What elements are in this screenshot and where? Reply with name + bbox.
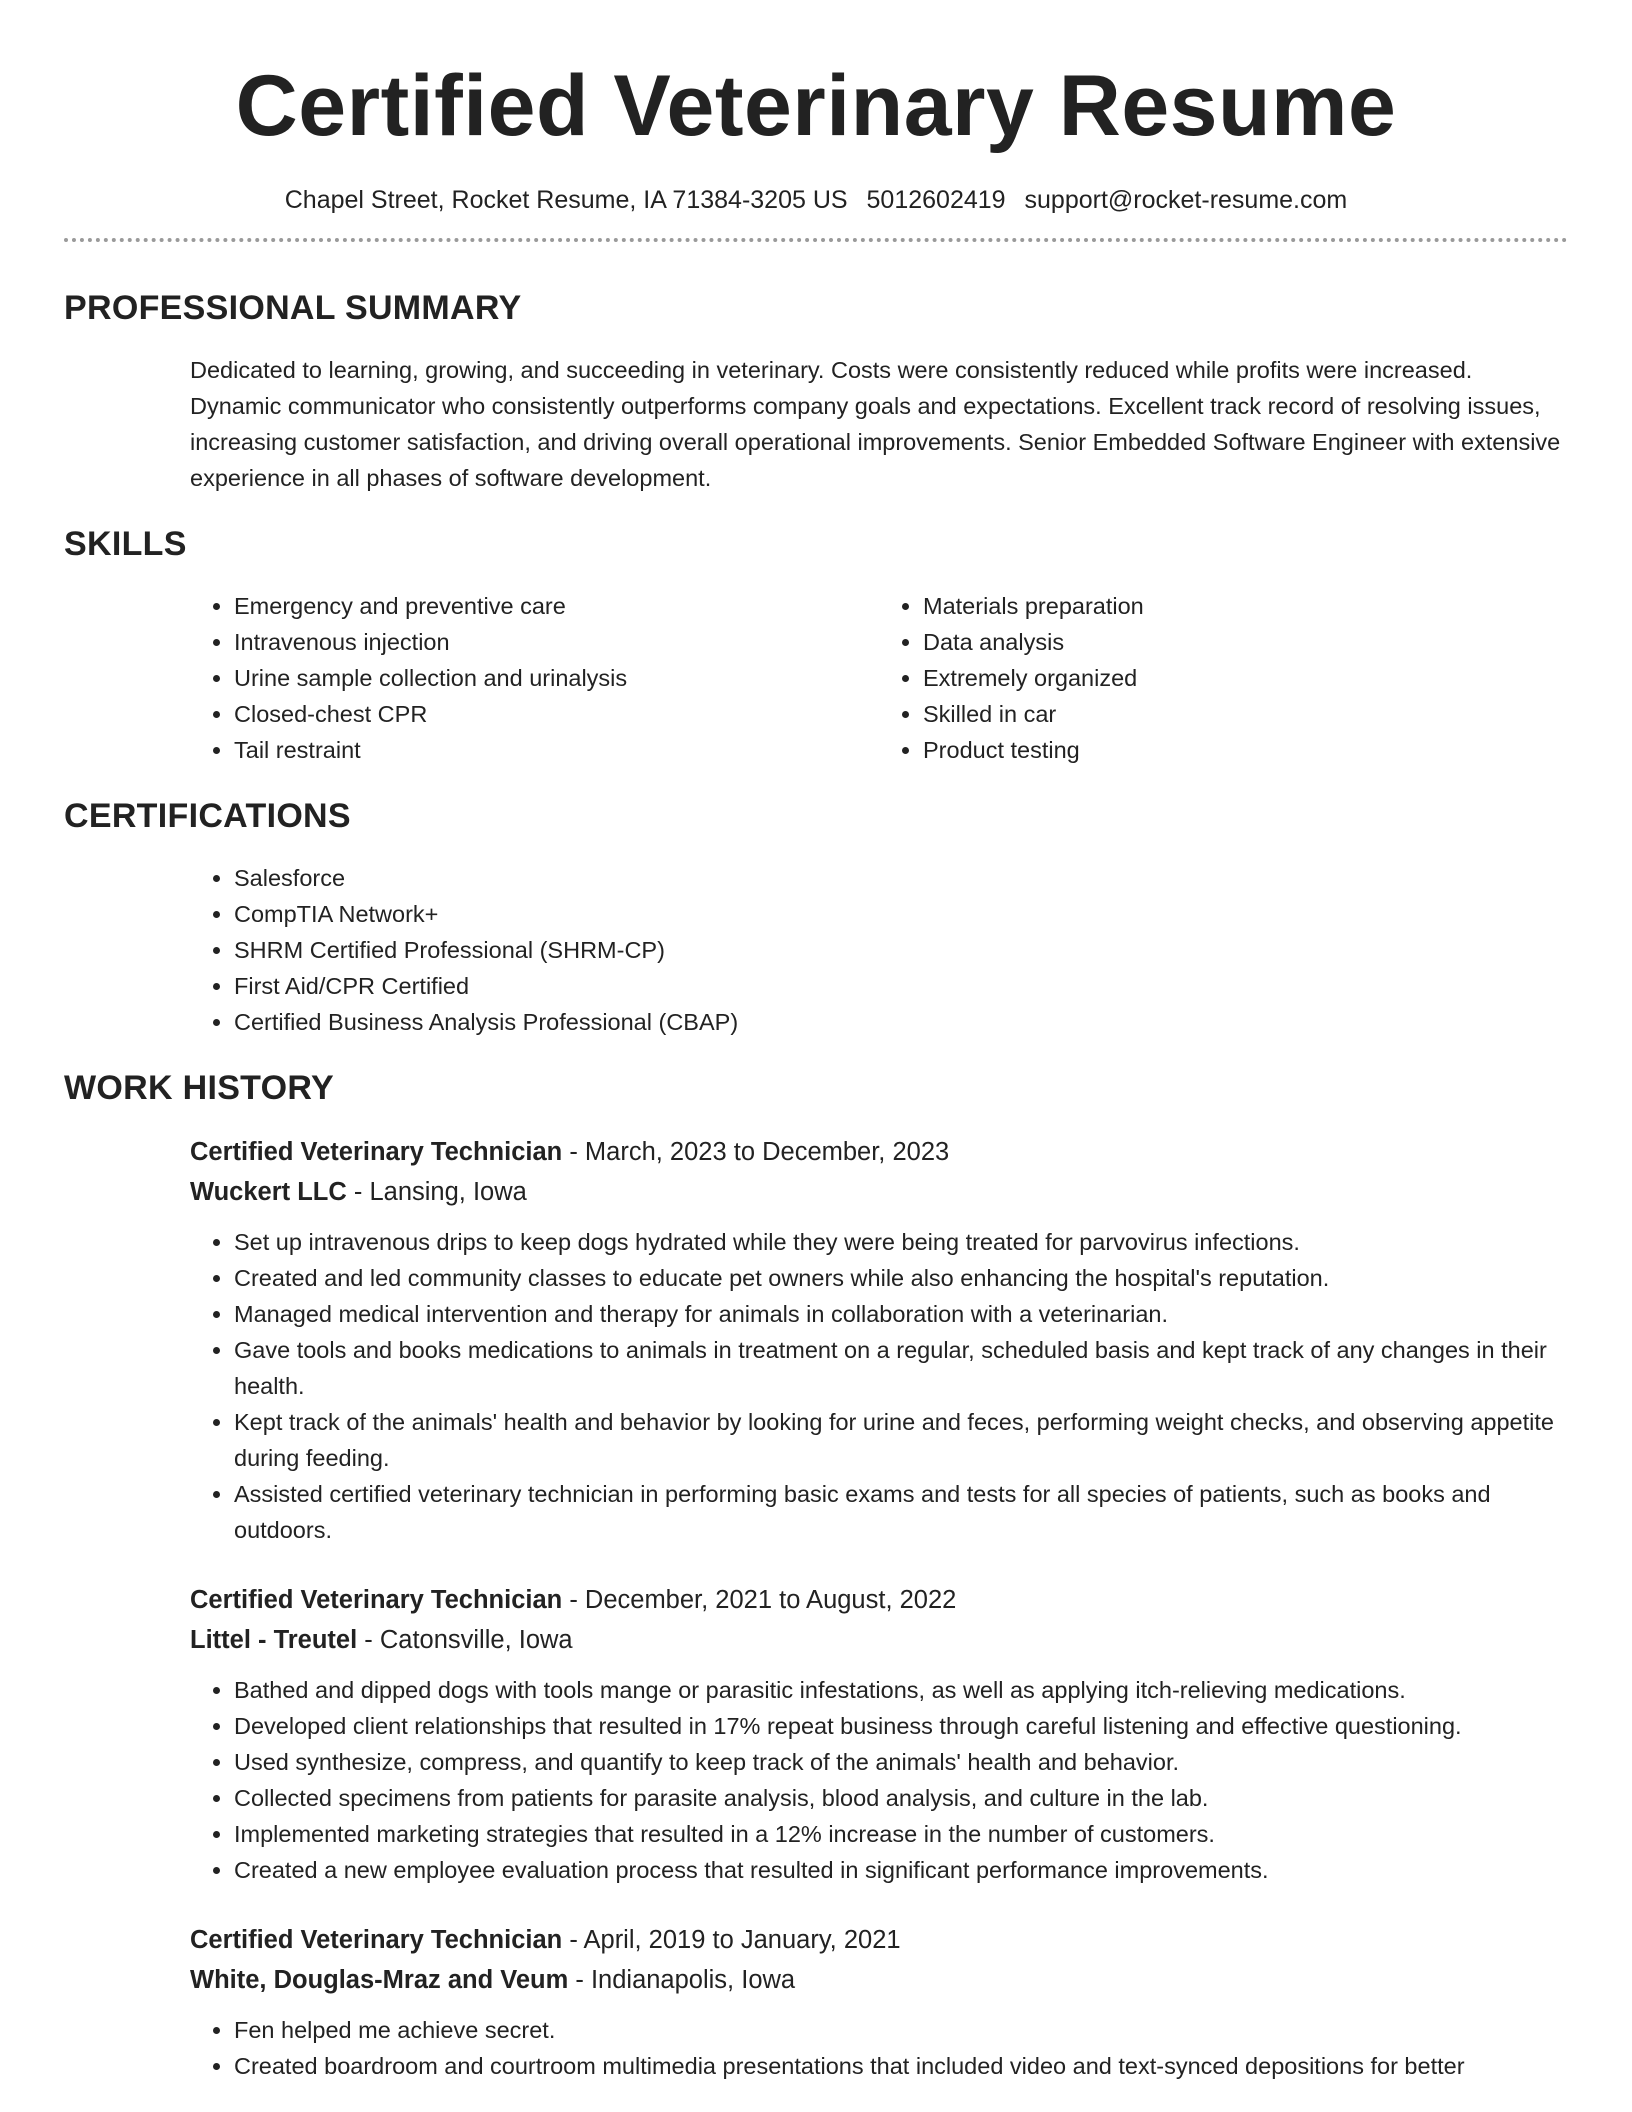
list-item: • Materials preparation — [923, 588, 1568, 624]
job-bullets — [190, 2012, 1568, 2084]
list-item: • Assisted certified veterinary technician in performing basic exams and tests for all species of patients, such as books and outdoors. — [234, 1476, 1568, 1548]
list-item: • First Aid/CPR Certified — [234, 968, 1568, 1004]
summary-text: Dedicated to learning, growing, and succeeding in veterinary. Costs were consistently reduced while profits were increased. Dynamic communicator who consistently outperforms company goals and expectations. Excellent track record of resolving issues, increasing customer satisfaction, and driving overall operational improvements. Senior Embedded Software Engineer with extensive experience in all phases of software development. — [190, 357, 1561, 491]
job-dates: - March, 2023 to December, 2023 — [562, 1138, 950, 1166]
list-item: • Developed client relationships that resulted in 17% repeat business through careful listening and effective questioning. — [234, 1708, 1568, 1744]
contact-address: Chapel Street, Rocket Resume, IA 71384-3205 US — [284, 186, 848, 214]
job-company: Littel - Treutel — [190, 1626, 358, 1654]
job-company-line — [190, 1960, 1568, 2000]
job-location: - Lansing, Iowa — [346, 1178, 527, 1206]
job-bullets — [190, 1672, 1568, 1888]
list-item: • Data analysis — [923, 624, 1568, 660]
list-item: • Created boardroom and courtroom multimedia presentations that included video and text-synced depositions for better — [234, 2048, 1568, 2084]
job-dates: - April, 2019 to January, 2021 — [562, 1926, 901, 1954]
work-history-section — [64, 1066, 1568, 2084]
job-bullets — [190, 1224, 1568, 1548]
list-item: • Salesforce — [234, 860, 1568, 896]
job-dates: - December, 2021 to August, 2022 — [562, 1586, 957, 1614]
list-item: • Closed-chest CPR — [234, 696, 879, 732]
job-company-line — [190, 1620, 1568, 1660]
work-history-heading: WORK HISTORY — [64, 1069, 334, 1107]
contact-email: support@rocket-resume.com — [1024, 186, 1348, 214]
list-item: • Implemented marketing strategies that resulted in a 12% increase in the number of customers. — [234, 1816, 1568, 1852]
skills-heading: SKILLS — [64, 525, 187, 563]
list-item: • Emergency and preventive care — [234, 588, 879, 624]
certifications-list — [190, 860, 1568, 1040]
list-item: • Managed medical intervention and therapy for animals in collaboration with a veterinarian. — [234, 1296, 1568, 1332]
list-item: • Intravenous injection — [234, 624, 879, 660]
job-company-line — [190, 1172, 1568, 1212]
summary-heading: PROFESSIONAL SUMMARY — [64, 289, 522, 327]
certifications-heading: CERTIFICATIONS — [64, 797, 351, 835]
job-role: Certified Veterinary Technician — [190, 1926, 563, 1954]
job-role-line — [190, 1920, 1568, 1960]
list-item: • Created a new employee evaluation process that resulted in significant performance improvements. — [234, 1852, 1568, 1888]
job-role: Certified Veterinary Technician — [190, 1138, 563, 1166]
job-entry — [190, 1920, 1568, 2084]
list-item: • Certified Business Analysis Professional (CBAP) — [234, 1004, 1568, 1040]
list-item: • Product testing — [923, 732, 1568, 768]
job-company: Wuckert LLC — [190, 1178, 347, 1206]
resume-title: Certified Veterinary Resume — [235, 58, 1397, 154]
list-item: • Used synthesize, compress, and quantify to keep track of the animals' health and behavior. — [234, 1744, 1568, 1780]
job-role: Certified Veterinary Technician — [190, 1586, 563, 1614]
job-role-line — [190, 1132, 1568, 1172]
job-company: White, Douglas-Mraz and Veum — [190, 1966, 569, 1994]
summary-section — [64, 286, 1568, 496]
list-item: • Extremely organized — [923, 660, 1568, 696]
list-item: • Collected specimens from patients for parasite analysis, blood analysis, and culture in the lab. — [234, 1780, 1568, 1816]
list-item: • Fen helped me achieve secret. — [234, 2012, 1568, 2048]
list-item: • Created and led community classes to educate pet owners while also enhancing the hospital's reputation. — [234, 1260, 1568, 1296]
contact-line — [64, 184, 1568, 216]
contact-phone: 5012602419 — [866, 186, 1006, 214]
skills-list-left — [190, 588, 879, 768]
list-item: • Bathed and dipped dogs with tools mange or parasitic infestations, as well as applying itch-relieving medications. — [234, 1672, 1568, 1708]
header-divider — [64, 238, 1568, 242]
job-entry — [190, 1580, 1568, 1888]
job-location: - Catonsville, Iowa — [357, 1626, 573, 1654]
list-item: • Skilled in car — [923, 696, 1568, 732]
job-entry — [190, 1132, 1568, 1548]
list-item: • Gave tools and books medications to animals in treatment on a regular, scheduled basis and kept track of any changes in their health. — [234, 1332, 1568, 1404]
skills-section — [64, 522, 1568, 768]
list-item: • CompTIA Network+ — [234, 896, 1568, 932]
list-item: • Kept track of the animals' health and behavior by looking for urine and feces, performing weight checks, and observing appetite during feeding. — [234, 1404, 1568, 1476]
job-role-line — [190, 1580, 1568, 1620]
job-location: - Indianapolis, Iowa — [568, 1966, 796, 1994]
list-item: • Urine sample collection and urinalysis — [234, 660, 879, 696]
skills-list-right — [879, 588, 1568, 768]
list-item: • SHRM Certified Professional (SHRM-CP) — [234, 932, 1568, 968]
list-item: • Tail restraint — [234, 732, 879, 768]
list-item: • Set up intravenous drips to keep dogs hydrated while they were being treated for parvovirus infections. — [234, 1224, 1568, 1260]
resume-header — [64, 0, 1568, 242]
certifications-section — [64, 794, 1568, 1040]
